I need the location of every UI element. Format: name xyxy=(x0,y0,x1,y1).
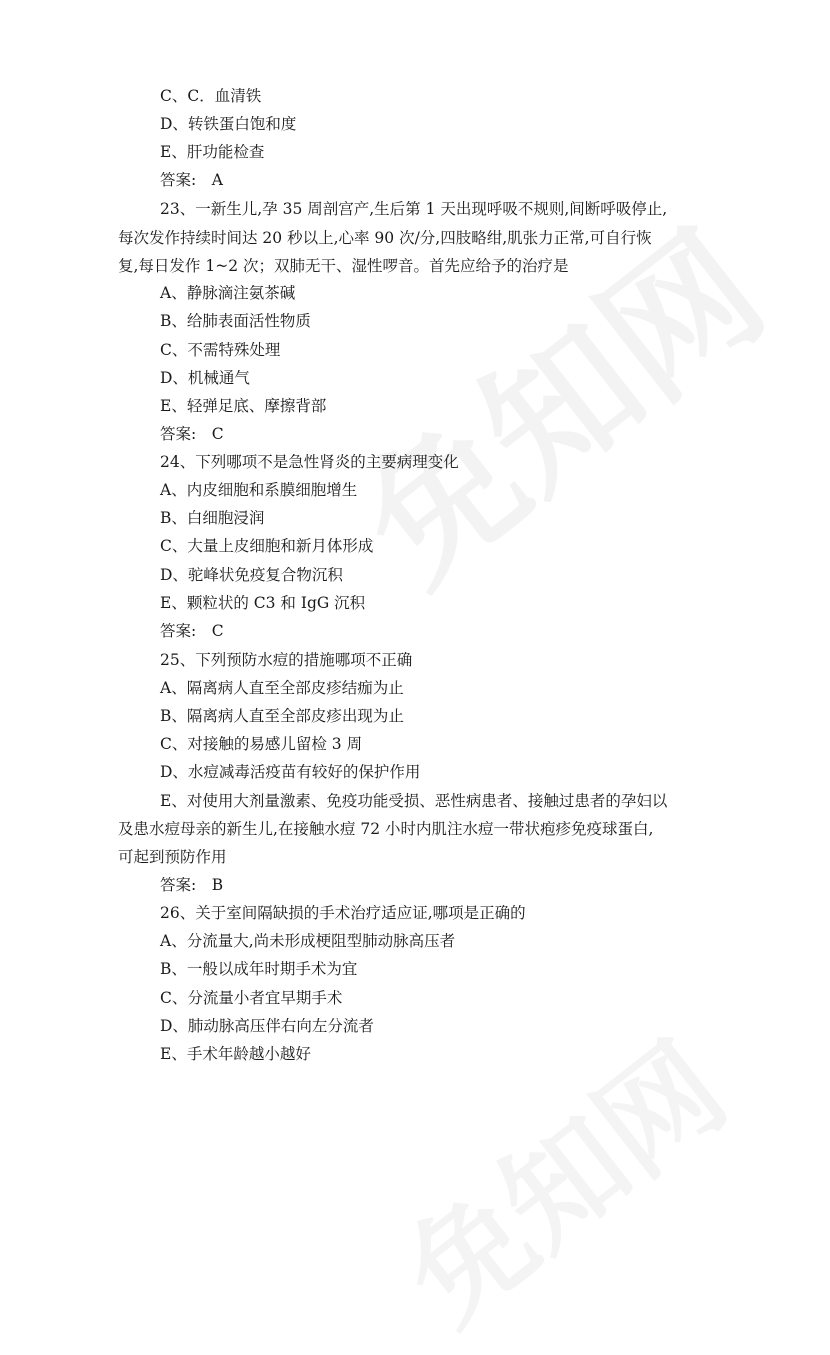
q26-option-d: D、肺动脉高压伴右向左分流者 xyxy=(160,1017,374,1035)
q25-option-b: B、隔离病人直至全部皮疹出现为止 xyxy=(160,707,404,725)
q23-answer: 答案: C xyxy=(160,425,224,443)
q24-option-e: E、颗粒状的 C3 和 IgG 沉积 xyxy=(160,594,366,612)
q22-option-e: E、肝功能检查 xyxy=(160,143,265,161)
q24-option-d: D、驼峰状免疫复合物沉积 xyxy=(160,566,343,584)
q22-option-c: C、C．血清铁 xyxy=(160,87,262,105)
q23-option-a: A、静脉滴注氨茶碱 xyxy=(160,284,296,302)
q23-option-d: D、机械通气 xyxy=(160,369,250,387)
q24-option-a: A、内皮细胞和系膜细胞增生 xyxy=(160,481,358,499)
q26-option-a: A、分流量大,尚未形成梗阻型肺动脉高压者 xyxy=(160,932,456,950)
q24-answer: 答案: C xyxy=(160,622,224,640)
q25-option-d: D、水痘减毒活疫苗有较好的保护作用 xyxy=(160,763,421,781)
q22-option-d: D、转铁蛋白饱和度 xyxy=(160,115,297,133)
watermark-bottom xyxy=(365,997,755,1354)
q25-option-e-line-3: 可起到预防作用 xyxy=(118,848,227,866)
q25-option-c: C、对接触的易感儿留检 3 周 xyxy=(160,735,363,753)
q24-option-b: B、白细胞浸润 xyxy=(160,509,265,527)
q23-stem-line-3: 复,每日发作 1~2 次；双肺无干、湿性啰音。首先应给予的治疗是 xyxy=(118,257,569,275)
q23-stem-line-1: 23、一新生儿,孕 35 周剖宫产,生后第 1 天出现呼吸不规则,间断呼吸停止, xyxy=(160,200,668,218)
q25-option-e-line-2: 及患水痘母亲的新生儿,在接触水痘 72 小时内肌注水痘一带状疱疹免疫球蛋白, xyxy=(118,820,654,838)
q26-option-c: C、分流量小者宜早期手术 xyxy=(160,989,343,1007)
q23-option-b: B、给肺表面活性物质 xyxy=(160,312,311,330)
q25-option-a: A、隔离病人直至全部皮疹结痂为止 xyxy=(160,679,404,697)
q23-option-c: C、不需特殊处理 xyxy=(160,341,281,359)
q26-stem: 26、关于室间隔缺损的手术治疗适应证,哪项是正确的 xyxy=(160,904,526,922)
q23-stem-line-2: 每次发作持续时间达 20 秒以上,心率 90 次/分,四肢略绀,肌张力正常,可自行恢 xyxy=(118,229,652,247)
q25-answer: 答案: B xyxy=(160,876,224,894)
q26-option-b: B、一般以成年时期手术为宜 xyxy=(160,960,358,978)
q25-option-e-line-1: E、对使用大剂量激素、免疫功能受损、恶性病患者、接触过患者的孕妇以 xyxy=(160,792,668,810)
q24-stem: 24、下列哪项不是急性肾炎的主要病理变化 xyxy=(160,453,459,471)
q25-stem: 25、下列预防水痘的措施哪项不正确 xyxy=(160,651,413,669)
q23-option-e: E、轻弹足底、摩擦背部 xyxy=(160,397,327,415)
q26-option-e: E、手术年龄越小越好 xyxy=(160,1045,311,1063)
q22-answer: 答案: A xyxy=(160,171,223,189)
q24-option-c: C、大量上皮细胞和新月体形成 xyxy=(160,537,374,555)
